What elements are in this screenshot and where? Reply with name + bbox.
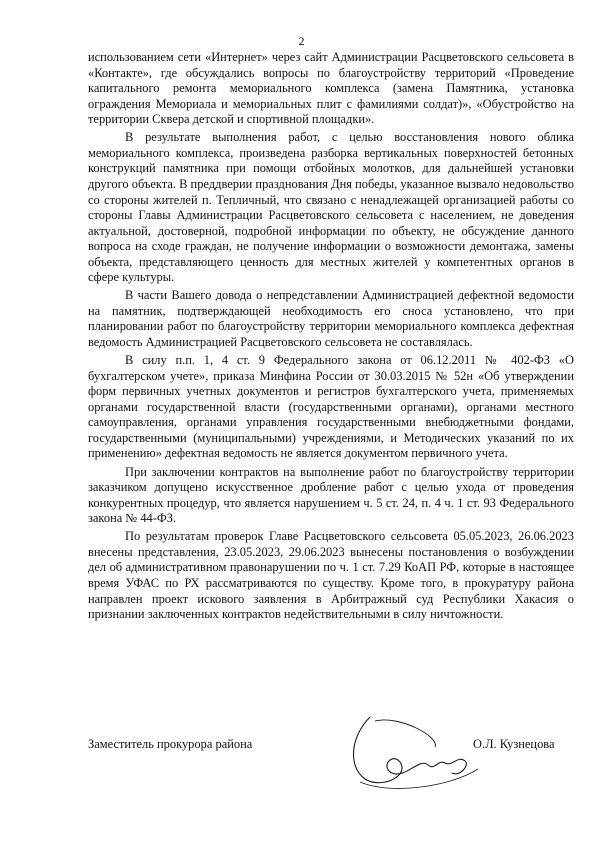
paragraph-2: В результате выполнения работ, с целью восстановления нового облика мемориального комплекса, произведена разборка вертикальных поверхностей бетонных конструкций памятника при помощи отбойных молотков, для дальнейшей установки другого объекта. В преддверии празднования Дня победы, указанное вызвало недовольство со стороны жителей п. Тепличный, что связано с ненадлежащей организацией работы со стороны Главы Администрации Расцветовского сельсовета с населением, не доведения актуальной, достоверной, подробной информации по объекту, не обсуждение данного вопроса на сходе граждан, не получение информации о возможности демонтажа, замены объекта, представляющего ценность для местных жителей у компетентных органов в сфере культуры. bbox=[88, 130, 574, 285]
letter-body bbox=[88, 50, 574, 623]
page-number: 2 bbox=[298, 34, 305, 48]
signatory-name: О.Л. Кузнецова bbox=[473, 737, 555, 751]
paragraph-5: При заключении контрактов на выполнение работ по благоустройству территории заказчиком допущено искусственное дробление работ с целью ухода от проведения конкурентных процедур, что является нарушением ч. 5 ст. 24, п. 4 ч. 1 ст. 93 Федерального закона № 44-ФЗ. bbox=[88, 464, 574, 526]
paragraph-3: В части Вашего довода о непредставлении Администрацией дефектной ведомости на памятник, подтверждающей необходимость его сноса установлено, что при планировании работ по благоустройству территории мемориального комплекса дефектная ведомость Администрацией Расцветовского сельсовета не составлялась. bbox=[88, 288, 574, 350]
paragraph-4: В силу п.п. 1, 4 ст. 9 Федерального закона от 06.12.2011 № 402-ФЗ «О бухгалтерском учете», приказа Минфина России от 30.03.2015 № 52н «Об утверждении форм первичных учетных документов и регистров бухгалтерского учета, применяемых органами государственной власти (государственными органами), органами местного самоуправления, органами управления государственными внебюджетными фондами, государственными (муниципальными) учреждениями, и Методических указаний по их применению» дефектная ведомость не является документом первичного учета. bbox=[88, 353, 574, 461]
paragraph-1: использованием сети «Интернет» через сайт Администрации Расцветовского сельсовета в «Контакте», где обсуждались вопросы по благоустройству территорий «Проведение капитального ремонта мемориального комплекса (замена Памятника, установка ограждения Мемориала и мемориальных плит с фамилиями солдат)», «Обустройство на территории Сквера детской и спортивной площадки». bbox=[88, 50, 574, 127]
handwritten-signature bbox=[340, 707, 490, 797]
paragraph-6: По результатам проверок Главе Расцветовского сельсовета 05.05.2023, 26.06.2023 внесены представления, 23.05.2023, 29.06.2023 вынесены постановления о возбуждении дел об административном правонарушении по ч. 1 ст. 7.29 КоАП РФ, которые в настоящее время УФАС по РХ рассматриваются по существу. Кроме того, в прокуратуру района направлен проект искового заявления в Арбитражный суд Республики Хакасия о признании заключенных контрактов недействительными в силу ничтожности. bbox=[88, 529, 574, 622]
signatory-position: Заместитель прокурора района bbox=[88, 737, 253, 751]
